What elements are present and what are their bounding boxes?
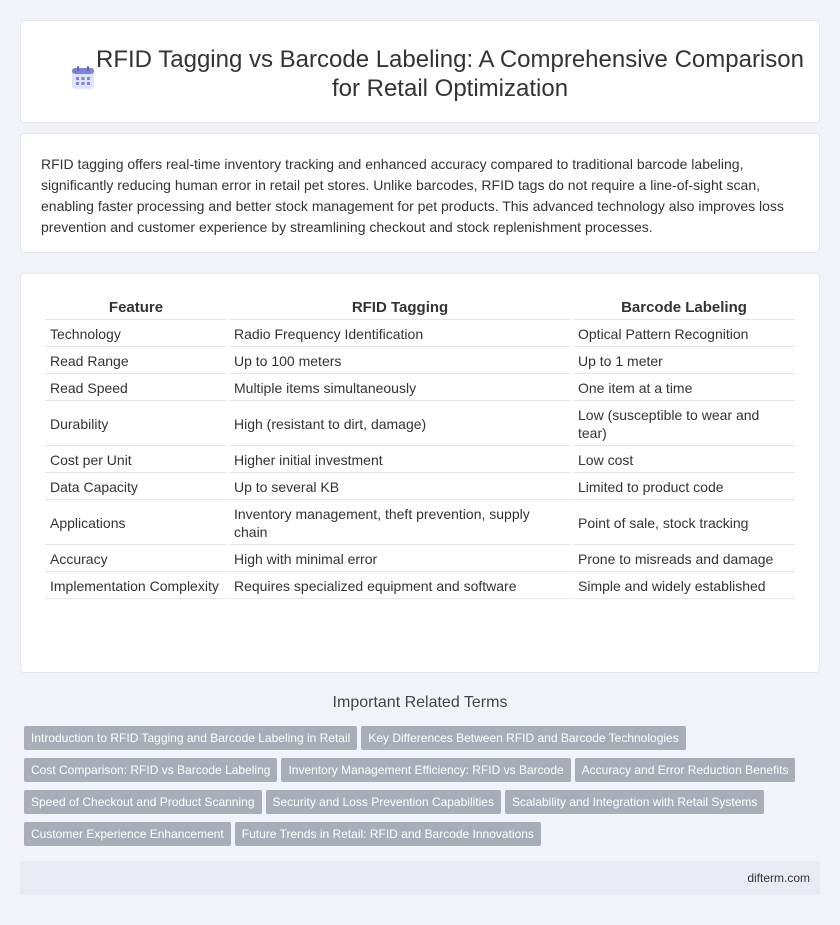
title-card [20,20,820,123]
barcode-cell: Prone to misreads and damage [573,547,795,572]
table-row [45,502,795,545]
footer-site[interactable]: difterm.com [747,871,810,885]
table-row [45,448,795,473]
barcode-cell: Limited to product code [573,475,795,500]
feature-cell: Data Capacity [45,475,227,500]
related-terms-title: Important Related Terms [332,694,508,711]
barcode-cell: Low (susceptible to wear and tear) [573,403,795,446]
table-header-row [45,296,795,320]
table-row [45,403,795,446]
rfid-cell: Up to 100 meters [229,349,571,374]
related-term-tag[interactable]: Inventory Management Efficiency: RFID vs Barcode [281,758,570,782]
table-row [45,475,795,500]
comparison-card [20,273,820,673]
table-row [45,322,795,347]
feature-cell: Cost per Unit [45,448,227,473]
rfid-cell: High with minimal error [229,547,571,572]
barcode-cell: Simple and widely established [573,574,795,599]
barcode-cell: Point of sale, stock tracking [573,502,795,545]
intro-card [20,133,820,253]
feature-cell: Applications [45,502,227,545]
related-term-tag[interactable]: Customer Experience Enhancement [24,822,231,846]
feature-cell: Accuracy [45,547,227,572]
feature-cell: Technology [45,322,227,347]
related-term-tag[interactable]: Speed of Checkout and Product Scanning [24,790,262,814]
related-term-tag[interactable]: Scalability and Integration with Retail Systems [505,790,764,814]
table-row [45,376,795,401]
feature-cell: Durability [45,403,227,446]
table-row [45,547,795,572]
feature-cell: Implementation Complexity [45,574,227,599]
comparison-table [43,294,797,601]
header-rfid: RFID Tagging [229,296,571,320]
footer [20,861,820,895]
barcode-cell: Low cost [573,448,795,473]
rfid-cell: Higher initial investment [229,448,571,473]
barcode-cell: One item at a time [573,376,795,401]
rfid-cell: Radio Frequency Identification [229,322,571,347]
header-barcode: Barcode Labeling [573,296,795,320]
related-term-tag[interactable]: Key Differences Between RFID and Barcode Technologies [361,726,685,750]
related-term-tag[interactable]: Introduction to RFID Tagging and Barcode Labeling in Retail [24,726,357,750]
feature-cell: Read Speed [45,376,227,401]
rfid-cell: Inventory management, theft prevention, supply chain [229,502,571,545]
rfid-cell: Up to several KB [229,475,571,500]
barcode-cell: Up to 1 meter [573,349,795,374]
table-row [45,349,795,374]
feature-cell: Read Range [45,349,227,374]
related-term-tag[interactable]: Security and Loss Prevention Capabilities [266,790,501,814]
rfid-cell: High (resistant to dirt, damage) [229,403,571,446]
page-title: RFID Tagging vs Barcode Labeling: A Comprehensive Comparison for Retail Optimization [96,46,804,102]
rfid-cell: Requires specialized equipment and software [229,574,571,599]
rfid-cell: Multiple items simultaneously [229,376,571,401]
related-term-tag[interactable]: Accuracy and Error Reduction Benefits [575,758,796,782]
related-term-tag[interactable]: Future Trends in Retail: RFID and Barcode Innovations [235,822,541,846]
related-terms-list [24,726,804,854]
header-feature: Feature [45,296,227,320]
table-row [45,574,795,599]
barcode-cell: Optical Pattern Recognition [573,322,795,347]
intro-paragraph: RFID tagging offers real-time inventory tracking and enhanced accuracy compared to traditional barcode labeling, significantly reducing human error in retail pet stores. Unlike barcodes, RFID tags do not require a line-of-sight scan, enabling faster processing and better stock management for pet products. This advanced technology also improves loss prevention and customer experience by streamlining checkout and stock replenishment processes. [41,156,784,235]
related-term-tag[interactable]: Cost Comparison: RFID vs Barcode Labeling [24,758,277,782]
